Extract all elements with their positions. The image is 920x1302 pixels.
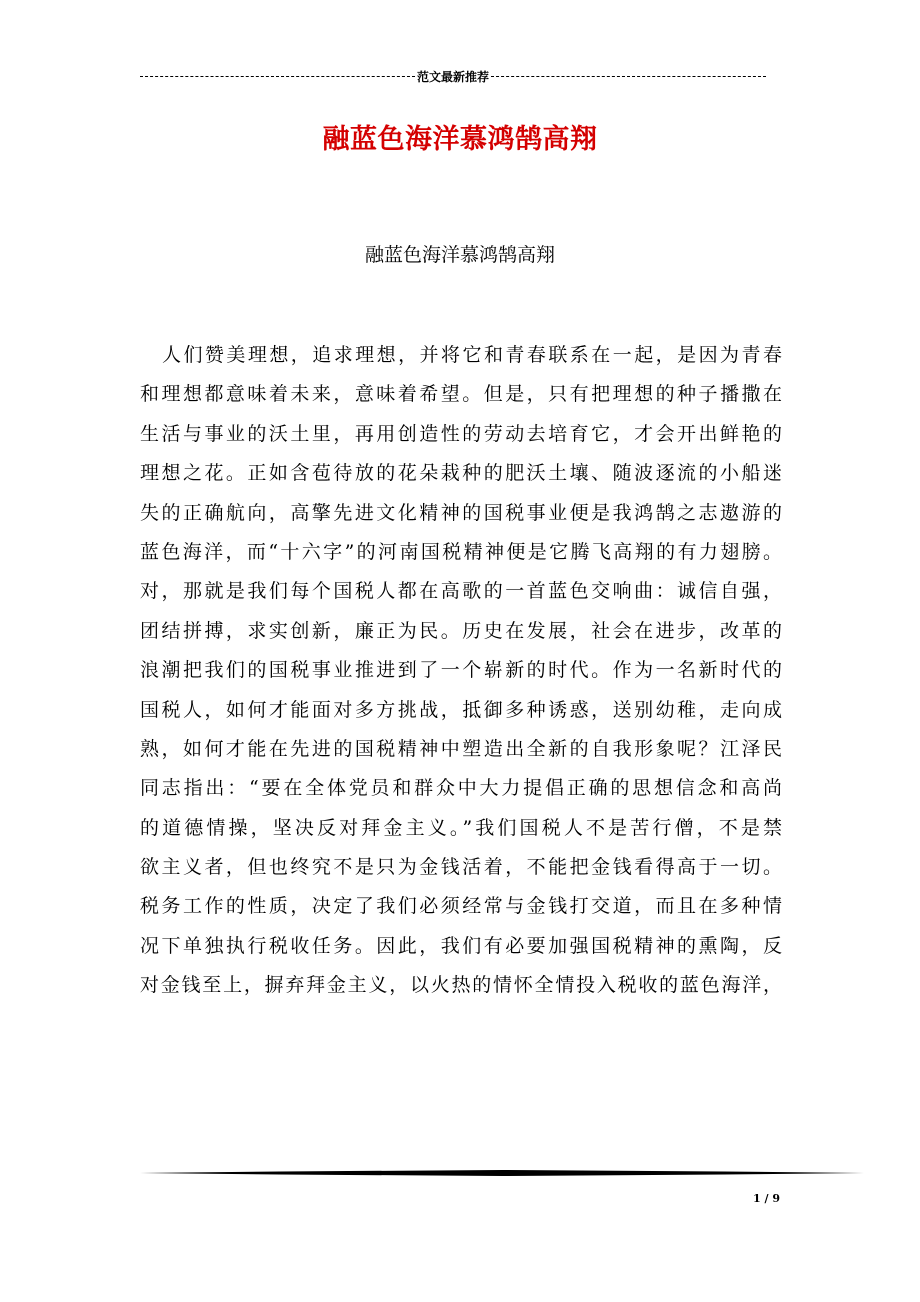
body-line: 熟，如何才能在先进的国税精神中塑造出全新的自我形象呢？江泽民 [140, 737, 782, 760]
body-line: 失的正确航向，高擎先进文化精神的国税事业便是我鸿鹄之志遨游的 [140, 501, 782, 524]
footer-divider-line [140, 1168, 864, 1178]
header-banner [140, 66, 766, 86]
body-line: 对金钱至上，摒弃拜金主义，以火热的情怀全情投入税收的蓝色海洋， [140, 974, 782, 997]
body-line: 同志指出：“要在全体党员和群众中大力提倡正确的思想信念和高尚 [140, 777, 782, 800]
body-line: 团结拼搏，求实创新，廉正为民。历史在发展，社会在进步，改革的 [140, 619, 782, 642]
body-line: 理想之花。正如含苞待放的花朵栽种的肥沃土壤、随波逐流的小船迷 [140, 462, 782, 485]
header-label: 范文最新推荐 [417, 69, 490, 84]
header-dash-left [140, 76, 415, 77]
body-line: 蓝色海洋，而“十六字”的河南国税精神便是它腾飞高翔的有力翅膀。 [140, 540, 782, 563]
body-line: 国税人，如何才能面对多方挑战，抵御多种诱惑，送别幼稚，走向成 [140, 698, 782, 721]
body-line: 对，那就是我们每个国税人都在高歌的一首蓝色交响曲：诚信自强， [140, 580, 782, 603]
body-line: 的道德情操，坚决反对拜金主义。”我们国税人不是苦行僧，不是禁 [140, 816, 782, 839]
document-subtitle: 融蓝色海洋慕鸿鹄高翔 [364, 244, 555, 266]
body-line: 生活与事业的沃土里，再用创造性的劳动去培育它，才会开出鲜艳的 [140, 422, 782, 445]
body-line: 浪潮把我们的国税事业推进到了一个崭新的时代。作为一名新时代的 [140, 659, 782, 682]
body-line: 税务工作的性质，决定了我们必须经常与金钱打交道，而且在多种情 [140, 895, 782, 918]
page-number: 1 / 9 [753, 1192, 780, 1205]
body-line: 欲主义者，但也终究不是只为金钱活着，不能把金钱看得高于一切。 [140, 856, 782, 879]
footer-divider [140, 1168, 864, 1178]
body-line: 人们赞美理想，追求理想，并将它和青春联系在一起，是因为青春 [162, 344, 782, 366]
body-line: 况下单独执行税收任务。因此，我们有必要加强国税精神的熏陶，反 [140, 934, 782, 957]
document-title: 融蓝色海洋慕鸿鹄高翔 [322, 124, 598, 155]
body-paragraph [140, 336, 782, 1006]
header-dash-right [491, 76, 766, 77]
body-line: 和理想都意味着未来，意味着希望。但是，只有把理想的种子播撒在 [140, 383, 782, 406]
